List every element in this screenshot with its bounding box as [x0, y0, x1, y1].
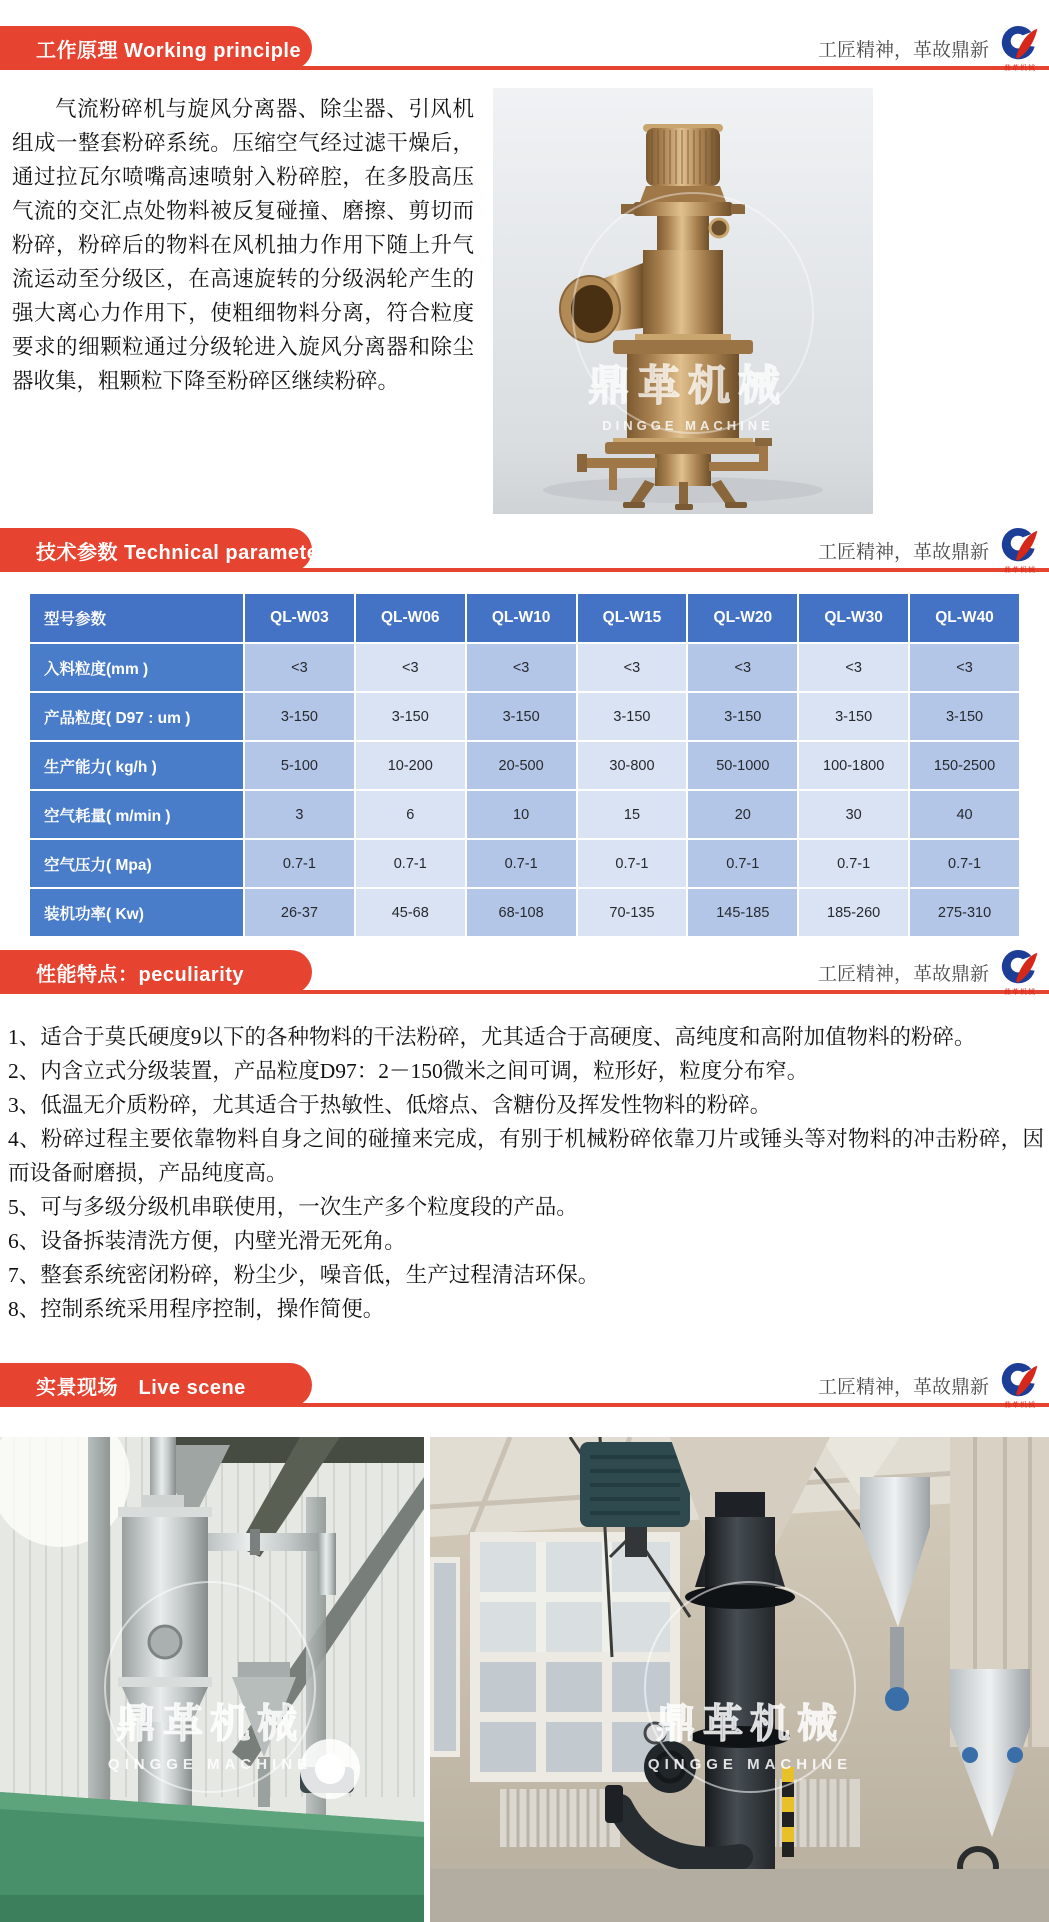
brand-logo-caption: 鼎革机械 — [1004, 567, 1036, 574]
brand-logo — [997, 948, 1043, 996]
brand-logo-icon — [1000, 1361, 1040, 1401]
section-header-live-scene — [0, 1363, 1049, 1407]
model-column-header: QL-W30 — [799, 594, 908, 642]
live-scene-photo-left — [0, 1437, 424, 1922]
watermark-en: DINGGE MACHINE — [602, 418, 774, 433]
param-cell: <3 — [578, 644, 687, 691]
feature-item: 2、内含立式分级装置，产品粒度D97：2－150微米之间可调，粒形好，粒度分布窄。 — [8, 1059, 809, 1083]
param-cell: 0.7-1 — [245, 840, 354, 887]
param-cell: 150-2500 — [910, 742, 1019, 789]
param-cell: <3 — [688, 644, 797, 691]
section-title: 技术参数 Technical parameter — [36, 541, 327, 564]
table-header-row — [30, 594, 1019, 642]
param-cell: 0.7-1 — [910, 840, 1019, 887]
model-column-header: QL-W06 — [356, 594, 465, 642]
param-cell: <3 — [245, 644, 354, 691]
feature-item: 6、设备拆装清洗方便，内壁光滑无死角。 — [8, 1229, 406, 1253]
model-column-header: QL-W40 — [910, 594, 1019, 642]
param-cell: 20 — [688, 791, 797, 838]
section-title-pill — [0, 950, 312, 994]
param-cell: 70-135 — [578, 889, 687, 936]
table-row — [30, 840, 1019, 887]
brand-logo-caption: 鼎革机械 — [1004, 989, 1036, 996]
brand-logo-icon — [1000, 948, 1040, 988]
param-cell: 40 — [910, 791, 1019, 838]
section-title-pill — [0, 1363, 312, 1407]
param-cell: 3-150 — [688, 693, 797, 740]
param-cell: 15 — [578, 791, 687, 838]
watermark-cn: 鼎革机械 — [587, 364, 789, 410]
param-cell: 100-1800 — [799, 742, 908, 789]
brand-slogan: 工匠精神，革故鼎新 — [817, 39, 989, 61]
model-column-header: QL-W20 — [688, 594, 797, 642]
table-row — [30, 889, 1019, 936]
param-cell: 0.7-1 — [578, 840, 687, 887]
param-cell: 10-200 — [356, 742, 465, 789]
param-cell: 3-150 — [356, 693, 465, 740]
param-cell: <3 — [910, 644, 1019, 691]
param-cell: 0.7-1 — [356, 840, 465, 887]
param-cell: 6 — [356, 791, 465, 838]
section-title-pill — [0, 26, 312, 70]
brand-slogan: 工匠精神，革故鼎新 — [817, 1376, 989, 1398]
param-cell: 10 — [467, 791, 576, 838]
model-column-header: QL-W10 — [467, 594, 576, 642]
param-cell: 3-150 — [467, 693, 576, 740]
tech-table — [28, 592, 1021, 938]
row-label: 产品粒度( D97 : um ) — [30, 693, 243, 740]
section-header-working-principle — [0, 26, 1049, 70]
row-label: 装机功率( Kw) — [30, 889, 243, 936]
brand-logo — [997, 24, 1043, 72]
param-cell: 0.7-1 — [799, 840, 908, 887]
table-row — [30, 791, 1019, 838]
table-row — [30, 742, 1019, 789]
param-cell: 45-68 — [356, 889, 465, 936]
row-label: 入料粒度(mm ) — [30, 644, 243, 691]
model-column-header: QL-W15 — [578, 594, 687, 642]
feature-item: 3、低温无介质粉碎，尤其适合于热敏性、低熔点、含糖份及挥发性物料的粉碎。 — [8, 1093, 772, 1117]
param-cell: 30 — [799, 791, 908, 838]
workshop-photo — [0, 1437, 424, 1922]
plant-photo — [430, 1437, 1049, 1922]
product-render-image — [493, 88, 873, 514]
brand-logo-icon — [1000, 24, 1040, 64]
feature-item: 8、控制系统采用程序控制，操作简便。 — [8, 1297, 385, 1321]
param-cell: 3 — [245, 791, 354, 838]
feature-item: 7、整套系统密闭粉碎，粉尘少，噪音低，生产过程清洁环保。 — [8, 1263, 600, 1287]
row-label: 空气压力( Mpa) — [30, 840, 243, 887]
table-row — [30, 693, 1019, 740]
param-cell: 3-150 — [910, 693, 1019, 740]
brand-logo — [997, 526, 1043, 574]
watermark-en: QINGGE MACHINE — [107, 1756, 313, 1773]
param-cell: 0.7-1 — [688, 840, 797, 887]
param-cell: 185-260 — [799, 889, 908, 936]
working-principle-paragraph: 气流粉碎机与旋风分离器、除尘器、引风机组成一整套粉碎系统。压缩空气经过滤干燥后，通过拉瓦尔喷嘴高速喷射入粉碎腔，在多股高压气流的交汇点处物料被反复碰撞、磨擦、剪切而粉碎，粉碎后的物料在风机抽力作用下随上升气流运动至分级区，在高速旋转的分级涡轮产生的强大离心力作用下，使粗细物料分离，符合粒度要求的细颗粒通过分级轮进入旋风分离器和除尘器收集，粗颗粒下降至粉碎区继续粉碎。 — [12, 97, 474, 393]
jet-mill-render — [493, 88, 873, 514]
param-cell: 30-800 — [578, 742, 687, 789]
param-cell: 5-100 — [245, 742, 354, 789]
table-corner-header: 型号参数 — [30, 594, 243, 642]
param-cell: 145-185 — [688, 889, 797, 936]
brand-slogan: 工匠精神，革故鼎新 — [817, 541, 989, 563]
table-row — [30, 644, 1019, 691]
watermark-cn: 鼎革机械 — [116, 1701, 304, 1746]
row-label: 空气耗量( m/min ) — [30, 791, 243, 838]
param-cell: 68-108 — [467, 889, 576, 936]
section-title: 工作原理 Working principle — [36, 39, 302, 62]
section-header-technical-parameter — [0, 528, 1049, 572]
param-cell: 20-500 — [467, 742, 576, 789]
watermark-en: QINGGE MACHINE — [647, 1756, 853, 1773]
param-cell: <3 — [467, 644, 576, 691]
row-label: 生产能力( kg/h ) — [30, 742, 243, 789]
brand-logo-caption: 鼎革机械 — [1004, 1402, 1036, 1409]
param-cell: 3-150 — [245, 693, 354, 740]
feature-item: 4、粉碎过程主要依靠物料自身之间的碰撞来完成，有别于机械粉碎依靠刀片或锤头等对物料的冲击粉碎，因而设备耐磨损，产品纯度高。 — [8, 1127, 1044, 1185]
param-cell: 50-1000 — [688, 742, 797, 789]
section-title-pill — [0, 528, 327, 572]
brand-logo — [997, 1361, 1043, 1409]
param-cell: <3 — [799, 644, 908, 691]
param-cell: 26-37 — [245, 889, 354, 936]
feature-item: 1、适合于莫氏硬度9以下的各种物料的干法粉碎，尤其适合于高硬度、高纯度和高附加值物料的粉碎。 — [8, 1025, 976, 1049]
model-column-header: QL-W03 — [245, 594, 354, 642]
param-cell: 0.7-1 — [467, 840, 576, 887]
param-cell: 3-150 — [799, 693, 908, 740]
section-header-peculiarity — [0, 950, 1049, 994]
brand-slogan: 工匠精神，革故鼎新 — [817, 963, 989, 985]
param-cell: 3-150 — [578, 693, 687, 740]
brand-logo-caption: 鼎革机械 — [1004, 65, 1036, 72]
param-cell: <3 — [356, 644, 465, 691]
section-title: 实景现场 Live scene — [36, 1376, 246, 1399]
brand-logo-icon — [1000, 526, 1040, 566]
feature-list — [8, 1020, 1044, 1326]
live-scene-photo-right — [430, 1437, 1049, 1922]
feature-item: 5、可与多级分级机串联使用，一次生产多个粒度段的产品。 — [8, 1195, 578, 1219]
watermark-cn: 鼎革机械 — [656, 1701, 844, 1746]
param-cell: 275-310 — [910, 889, 1019, 936]
section-title: 性能特点：peculiarity — [36, 963, 245, 986]
